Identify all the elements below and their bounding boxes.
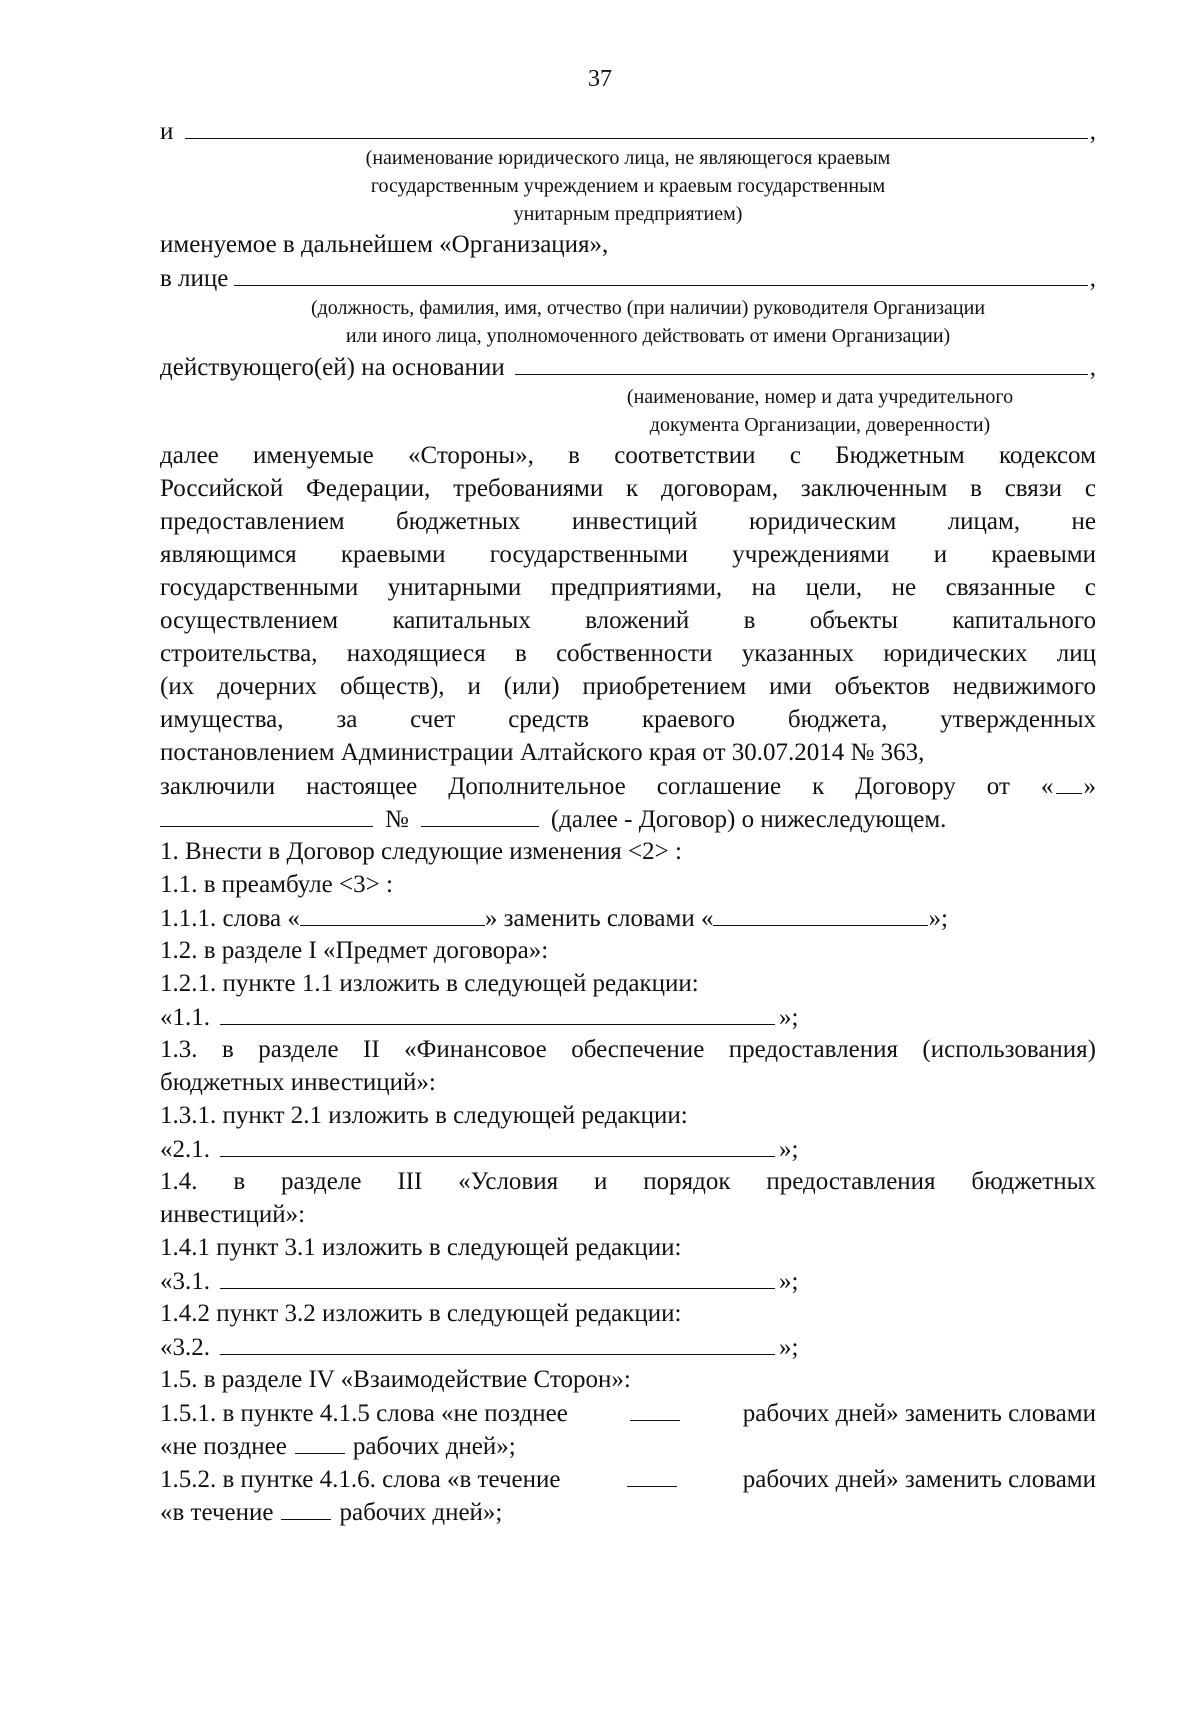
body-word: имущества,: [160, 706, 284, 733]
old-words-blank: [300, 901, 485, 926]
body-word: и: [467, 673, 481, 700]
body-word: на: [751, 574, 777, 601]
body-word: требованиями: [453, 475, 604, 502]
body-word: строительства,: [160, 640, 318, 667]
body-word: указанных: [741, 640, 855, 667]
body-word: далее: [160, 442, 219, 469]
clause-1-5-1-line-1: 1.5.1. в пункте 4.1.5 слова «не позднее рабочих дней» заменить словами: [160, 1396, 1096, 1429]
body-word: заключенным: [800, 475, 948, 502]
body-word: краевыми: [991, 541, 1096, 568]
clause-1-4-word: III: [397, 1168, 423, 1195]
body-word: учреждениями: [732, 541, 890, 568]
body-word: с: [1084, 475, 1096, 502]
agreement-date-year-blank: [160, 802, 373, 827]
agreement-word: настоящее: [306, 773, 418, 800]
body-word: унитарными: [387, 574, 522, 601]
body-word: юридическим: [748, 508, 897, 535]
body-word: не: [891, 574, 917, 601]
clause-1-3-word: обеспечение: [571, 1036, 705, 1063]
agreement-word: к: [812, 773, 825, 800]
body-word: (или): [503, 673, 560, 700]
quote-1-1: «1.1. »;: [160, 1000, 1096, 1033]
clause-1-4-word: бюджетных: [971, 1168, 1096, 1195]
body-word: с: [789, 442, 801, 469]
page-number: 37: [588, 66, 612, 92]
body-paragraph: [160, 439, 1096, 736]
body-word: счет: [410, 706, 456, 733]
body-word: краевыми: [340, 541, 446, 568]
clause-1-4-word: разделе: [281, 1168, 362, 1195]
body-line: [160, 538, 1096, 571]
body-word: дочерних: [217, 673, 318, 700]
body-word: ими: [769, 673, 812, 700]
body-word: капитальных: [392, 607, 531, 634]
document-content: [160, 114, 1096, 1528]
new-words-blank: [713, 901, 928, 926]
clause-1-4-line-1: [160, 1165, 1096, 1198]
body-word: договорам,: [660, 475, 779, 502]
clause-1-3-1: 1.3.1. пункт 2.1 изложить в следующей редакции:: [160, 1102, 688, 1129]
body-word: являющимся: [160, 541, 297, 568]
clause-1-5-2-line-1: 1.5.2. в пунтке 4.1.6. слова «в течение рабочих дней» заменить словами: [160, 1462, 1096, 1495]
basis-blank: [515, 350, 1088, 375]
body-word: не: [1071, 508, 1096, 535]
body-word: утвержденных: [940, 706, 1096, 733]
body-word: «Стороны»,: [407, 442, 534, 469]
body-line: [160, 472, 1096, 505]
caption-org-1: (наименование юридического лица, не являющегося краевым: [365, 147, 891, 169]
days-blank-3: [627, 1462, 677, 1487]
body-word: связанные: [945, 574, 1056, 601]
body-word: государственными: [160, 574, 359, 601]
clause-3-2-text-blank: [220, 1330, 775, 1355]
body-word: в: [970, 475, 982, 502]
clause-1-5: 1.5. в разделе IV «Взаимодействие Сторон»:: [160, 1366, 631, 1393]
clause-1-3-word: (использования): [922, 1036, 1096, 1063]
clause-1-4-2: 1.4.2 пункт 3.2 изложить в следующей редакции:: [160, 1300, 682, 1327]
clause-1-2-1: 1.2.1. пункте 1.1 изложить в следующей редакции:: [160, 970, 699, 997]
body-line: [160, 439, 1096, 472]
body-word: соответствии: [614, 442, 756, 469]
body-word: краевого: [641, 706, 736, 733]
agreement-line-2: № (далее - Договор) о нижеследующем.: [160, 802, 1096, 835]
body-line: [160, 505, 1096, 538]
days-blank-4: [281, 1495, 331, 1520]
caption-basis-1: (наименование, номер и дата учредительного: [626, 386, 1014, 408]
agreement-word: Договору: [855, 773, 956, 800]
body-word: объекты: [809, 607, 898, 634]
body-word: Бюджетным: [835, 442, 965, 469]
clause-1-3-line-2: бюджетных инвестиций»:: [160, 1069, 436, 1096]
caption-rep-2: или иного лица, уполномоченного действовать от имени Организации): [345, 325, 951, 347]
agreement-word: соглашение: [656, 773, 782, 800]
body-word: с: [1084, 574, 1096, 601]
body-line: [160, 637, 1096, 670]
body-word: вложений: [585, 607, 690, 634]
body-word: бюджетных: [396, 508, 521, 535]
agreement-word: от: [986, 773, 1010, 800]
body-word: и: [933, 541, 948, 568]
body-word: предоставлением: [160, 508, 345, 535]
body-word: лиц: [1056, 640, 1096, 667]
body-word: (их: [160, 673, 195, 700]
body-word: государственными: [489, 541, 689, 568]
agreement-word: заключили: [160, 773, 276, 800]
body-word: находящиеся: [346, 640, 486, 667]
body-word: инвестиций: [571, 508, 698, 535]
body-word: недвижимого: [952, 673, 1096, 700]
clause-1-4-word: «Условия: [458, 1168, 559, 1195]
clause-1-3-word: разделе: [258, 1036, 339, 1063]
organization-name-blank: [185, 114, 1087, 139]
body-word: приобретением: [582, 673, 747, 700]
clause-1-4-word: 1.4.: [160, 1168, 198, 1195]
body-line: [160, 604, 1096, 637]
body-word: в: [568, 442, 580, 469]
body-line: [160, 571, 1096, 604]
clause-1-4-word: и: [593, 1168, 608, 1195]
party-line: и ,: [160, 114, 1096, 144]
body-word: к: [626, 475, 639, 502]
body-word: капитального: [952, 607, 1096, 634]
agreement-line: заключили настоящее Дополнительное соглашение к Договору от « »: [160, 769, 1096, 802]
body-word: кодексом: [998, 442, 1096, 469]
caption-org-2: государственным учреждением и краевым государственным: [370, 175, 886, 197]
body-word: за: [336, 706, 358, 733]
days-blank-1: [630, 1396, 680, 1421]
quote-2-1: «2.1. »;: [160, 1132, 1096, 1165]
body-word: в: [743, 607, 756, 634]
body-word: собственности: [556, 640, 713, 667]
clause-1-5-2-line-2: «в течение рабочих дней»;: [160, 1495, 1096, 1528]
agreement-word: Дополнительное: [448, 773, 626, 800]
clause-1-3-word: предоставления: [728, 1036, 898, 1063]
body-word: предприятиями,: [550, 574, 723, 601]
caption-rep-1: (должность, фамилия, имя, отчество (при наличии) руководителя Организации: [310, 297, 986, 319]
quote-3-2: «3.2. »;: [160, 1330, 1096, 1363]
clause-1-4-word: предоставления: [766, 1168, 936, 1195]
caption-basis-2: документа Организации, доверенности): [649, 414, 991, 436]
agreement-date-blank: [1056, 769, 1082, 794]
agreement-word: «: [1040, 773, 1054, 800]
acting-line: действующего(ей) на основании ,: [160, 350, 1096, 383]
body-word: в: [514, 640, 527, 667]
clause-1-4-line-2: инвестиций»:: [160, 1201, 306, 1228]
body-word: осуществлением: [160, 607, 339, 634]
body-line: [160, 670, 1096, 703]
body-word: юридических: [883, 640, 1028, 667]
clause-1-3-word: в: [221, 1036, 234, 1063]
body-word: Федерации,: [306, 475, 431, 502]
clause-1-3-word: 1.3.: [160, 1036, 198, 1063]
clause-1-5-1-line-2: «не позднее рабочих дней»;: [160, 1429, 1096, 1462]
body-word: связи: [1004, 475, 1063, 502]
clause-1-4-word: порядок: [643, 1168, 731, 1195]
clause-1-3-word: «Финансовое: [404, 1036, 547, 1063]
clause-1-3-line-1: [160, 1033, 1096, 1066]
clause-1-3-word: II: [363, 1036, 380, 1063]
body-word: бюджета,: [787, 706, 888, 733]
clause-1-1-text-blank: [220, 1000, 775, 1025]
body-word: лицам,: [947, 508, 1021, 535]
body-word: именуемые: [253, 442, 374, 469]
clause-1-2: 1.2. в разделе I «Предмет договора»:: [160, 937, 549, 964]
agreement-number-blank: [421, 802, 539, 827]
body-word: цели,: [805, 574, 863, 601]
days-blank-2: [295, 1429, 345, 1454]
represented-line: в лице ,: [160, 261, 1096, 294]
clause-1-4-1: 1.4.1 пункт 3.1 изложить в следующей редакции:: [160, 1234, 682, 1261]
clause-2-1-text-blank: [220, 1132, 775, 1157]
body-word: обществ),: [339, 673, 445, 700]
body-word: средств: [508, 706, 590, 733]
body-word: объектов: [834, 673, 930, 700]
clause-3-1-text-blank: [220, 1264, 775, 1289]
representative-blank: [234, 261, 1087, 286]
body-line: [160, 703, 1096, 736]
clause-1-4-word: в: [233, 1168, 246, 1195]
quote-3-1: «3.1. »;: [160, 1264, 1096, 1297]
clause-1: 1. Внести в Договор следующие изменения <2> :: [160, 838, 682, 865]
body-last-line: постановлением Администрации Алтайского края от 30.07.2014 № 363,: [160, 739, 925, 766]
named-as-line: именуемое в дальнейшем «Организация»,: [160, 231, 609, 258]
clause-1-1: 1.1. в преамбуле <3> :: [160, 871, 393, 898]
caption-org-3: унитарным предприятием): [513, 203, 743, 225]
body-word: Российской: [160, 475, 284, 502]
clause-1-1-1: 1.1.1. слова « » заменить словами « »;: [160, 901, 1096, 934]
